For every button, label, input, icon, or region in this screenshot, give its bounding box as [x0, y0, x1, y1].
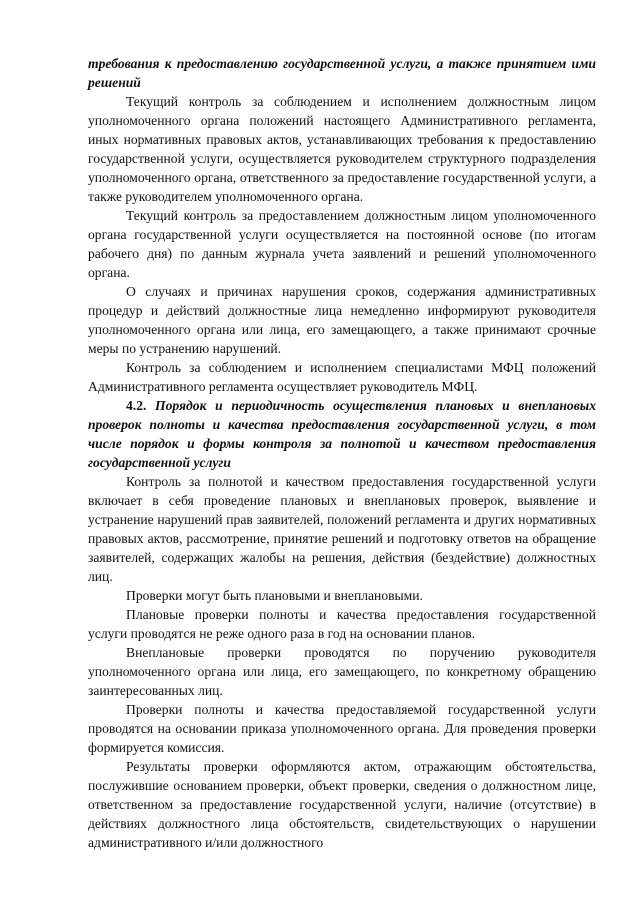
paragraph: Результаты проверки оформляются актом, отражающим обстоятельства, послужившие основанием проверки, объект проверки, сведения о должностном лице, ответственном за предоставление государственной услуги, наличие (отсутствие) в действиях должностного лица обстоятельств, свидетельствующих о нарушении административного и/или должностного [88, 759, 596, 850]
section-heading-continuation: требования к предоставлению государственной услуги, а также принятием ими решений [88, 56, 596, 90]
paragraph: Плановые проверки полноты и качества предоставления государственной услуги проводятся не реже одного раза в год на основании планов. [88, 607, 596, 641]
paragraph: Текущий контроль за соблюдением и исполнением должностным лицом уполномоченного органа положений настоящего Административного регламента, иных нормативных правовых актов, устанавливающих требования к предоставлению государственной услуги, осуществляется руководителем структурного подразделения уполномоченного органа, ответственного за предоставление государственной услуги, а также руководителем уполномоченного органа. [88, 94, 596, 204]
paragraph: Текущий контроль за предоставлением должностным лицом уполномоченного органа государственной услуги осуществляется на постоянной основе (по итогам рабочего дня) по данным журнала учета заявлений и решений уполномоченного органа. [88, 208, 596, 280]
section-title: Порядок и периодичность осуществления плановых и внеплановых проверок полноты и качества предоставления государственной услуги, в том числе порядок и формы контроля за полнотой и качеством предоставления государственной услуги [88, 398, 596, 470]
paragraph: Проверки полноты и качества предоставляемой государственной услуги проводятся на основании приказа уполномоченного органа. Для проведения проверки формируется комиссия. [88, 702, 596, 755]
section-heading-4-2 [88, 396, 596, 472]
paragraph: О случаях и причинах нарушения сроков, содержания административных процедур и действий должностные лица немедленно информируют руководителя уполномоченного органа или лица, его замещающего, а также принимают срочные меры по устранению нарушений. [88, 284, 596, 356]
paragraph: Проверки могут быть плановыми и внеплановыми. [126, 588, 423, 603]
section-number: 4.2. [126, 398, 147, 413]
paragraph: Контроль за полнотой и качеством предоставления государственной услуги включает в себя проведение плановых и внеплановых проверок, выявление и устранение нарушений прав заявителей, положений регламента и других нормативных правовых актов, рассмотрение, принятие решений и подготовку ответов на обращение заявителей, содержащих жалобы на решения, действия (бездействие) должностных лиц. [88, 474, 596, 584]
paragraph: Контроль за соблюдением и исполнением специалистами МФЦ положений Административного регламента осуществляет руководитель МФЦ. [88, 360, 596, 394]
paragraph: Внеплановые проверки проводятся по поручению руководителя уполномоченного органа или лица, его замещающего, по конкретному обращению заинтересованных лиц. [88, 645, 596, 698]
